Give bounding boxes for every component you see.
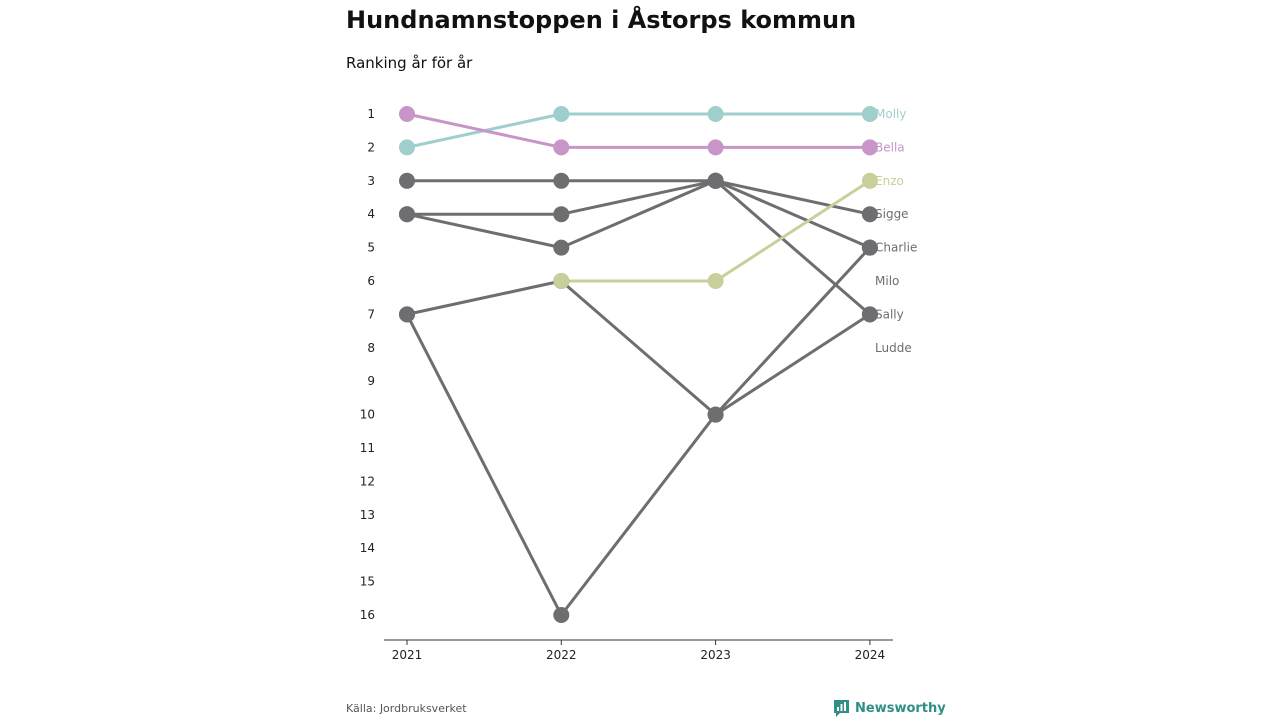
chart-title: Hundnamnstoppen i Åstorps kommun (346, 6, 857, 34)
data-point-milo (553, 240, 569, 256)
data-point-milo (399, 206, 415, 222)
x-tick-label: 2023 (700, 648, 731, 662)
y-tick-label: 13 (359, 507, 375, 522)
series-line-molly (407, 114, 870, 147)
y-tick-label: 3 (367, 173, 375, 188)
chart-subtitle: Ranking år för år (346, 54, 473, 72)
x-axis (384, 640, 893, 662)
data-point-bella (708, 139, 724, 155)
x-tick-label: 2024 (854, 648, 886, 662)
data-point-milo (708, 173, 724, 189)
series-line-milo (407, 181, 870, 315)
brand-logo[interactable] (833, 699, 946, 718)
y-tick-label: 9 (367, 374, 375, 389)
series-label-bella: Bella (875, 140, 905, 155)
y-tick-label: 11 (359, 441, 375, 455)
data-point-sigge (399, 173, 415, 189)
y-tick-label: 4 (367, 207, 375, 222)
data-point-molly (708, 106, 724, 122)
data-point-bella (553, 139, 569, 155)
data-point-molly (553, 106, 569, 122)
data-point-sigge (553, 173, 569, 189)
y-tick-label: 14 (359, 541, 375, 556)
y-tick-label: 7 (367, 307, 375, 322)
series-line-enzo (561, 181, 870, 281)
series-label-sigge: Sigge (875, 207, 909, 222)
source-note: Källa: Jordbruksverket (346, 702, 467, 715)
x-tick-label: 2022 (546, 648, 577, 662)
y-axis (360, 107, 375, 622)
series-end-labels (875, 107, 917, 355)
y-tick-label: 6 (367, 274, 375, 288)
series-label-enzo: Enzo (875, 173, 904, 188)
data-point-charlie (553, 206, 569, 222)
data-point-enzo (708, 273, 724, 289)
series-label-molly: Molly (875, 107, 907, 121)
data-point-ludde (708, 407, 724, 423)
series-line-ludde (407, 281, 870, 415)
x-tick-label: 2021 (391, 648, 423, 662)
y-tick-label: 8 (367, 340, 375, 355)
data-point-molly (399, 139, 415, 155)
y-tick-label: 16 (359, 608, 375, 622)
series-lines (407, 114, 870, 615)
y-tick-label: 1 (367, 107, 375, 121)
y-tick-label: 15 (359, 574, 375, 589)
bar-chart-icon (833, 699, 850, 718)
series-points (399, 106, 878, 623)
y-tick-label: 10 (359, 407, 375, 422)
y-tick-label: 2 (367, 140, 375, 155)
data-point-sally (553, 607, 569, 623)
brand-name: Newsworthy (855, 701, 946, 716)
series-label-milo: Milo (875, 274, 900, 288)
data-point-ludde (399, 306, 415, 322)
series-label-ludde: Ludde (875, 340, 912, 355)
y-tick-label: 12 (359, 474, 375, 489)
series-line-sally (407, 248, 870, 615)
series-label-sally: Sally (875, 307, 904, 322)
y-tick-label: 5 (367, 240, 375, 255)
series-label-charlie: Charlie (875, 240, 918, 255)
data-point-bella (399, 106, 415, 122)
data-point-enzo (553, 273, 569, 289)
series-line-bella (407, 114, 870, 147)
